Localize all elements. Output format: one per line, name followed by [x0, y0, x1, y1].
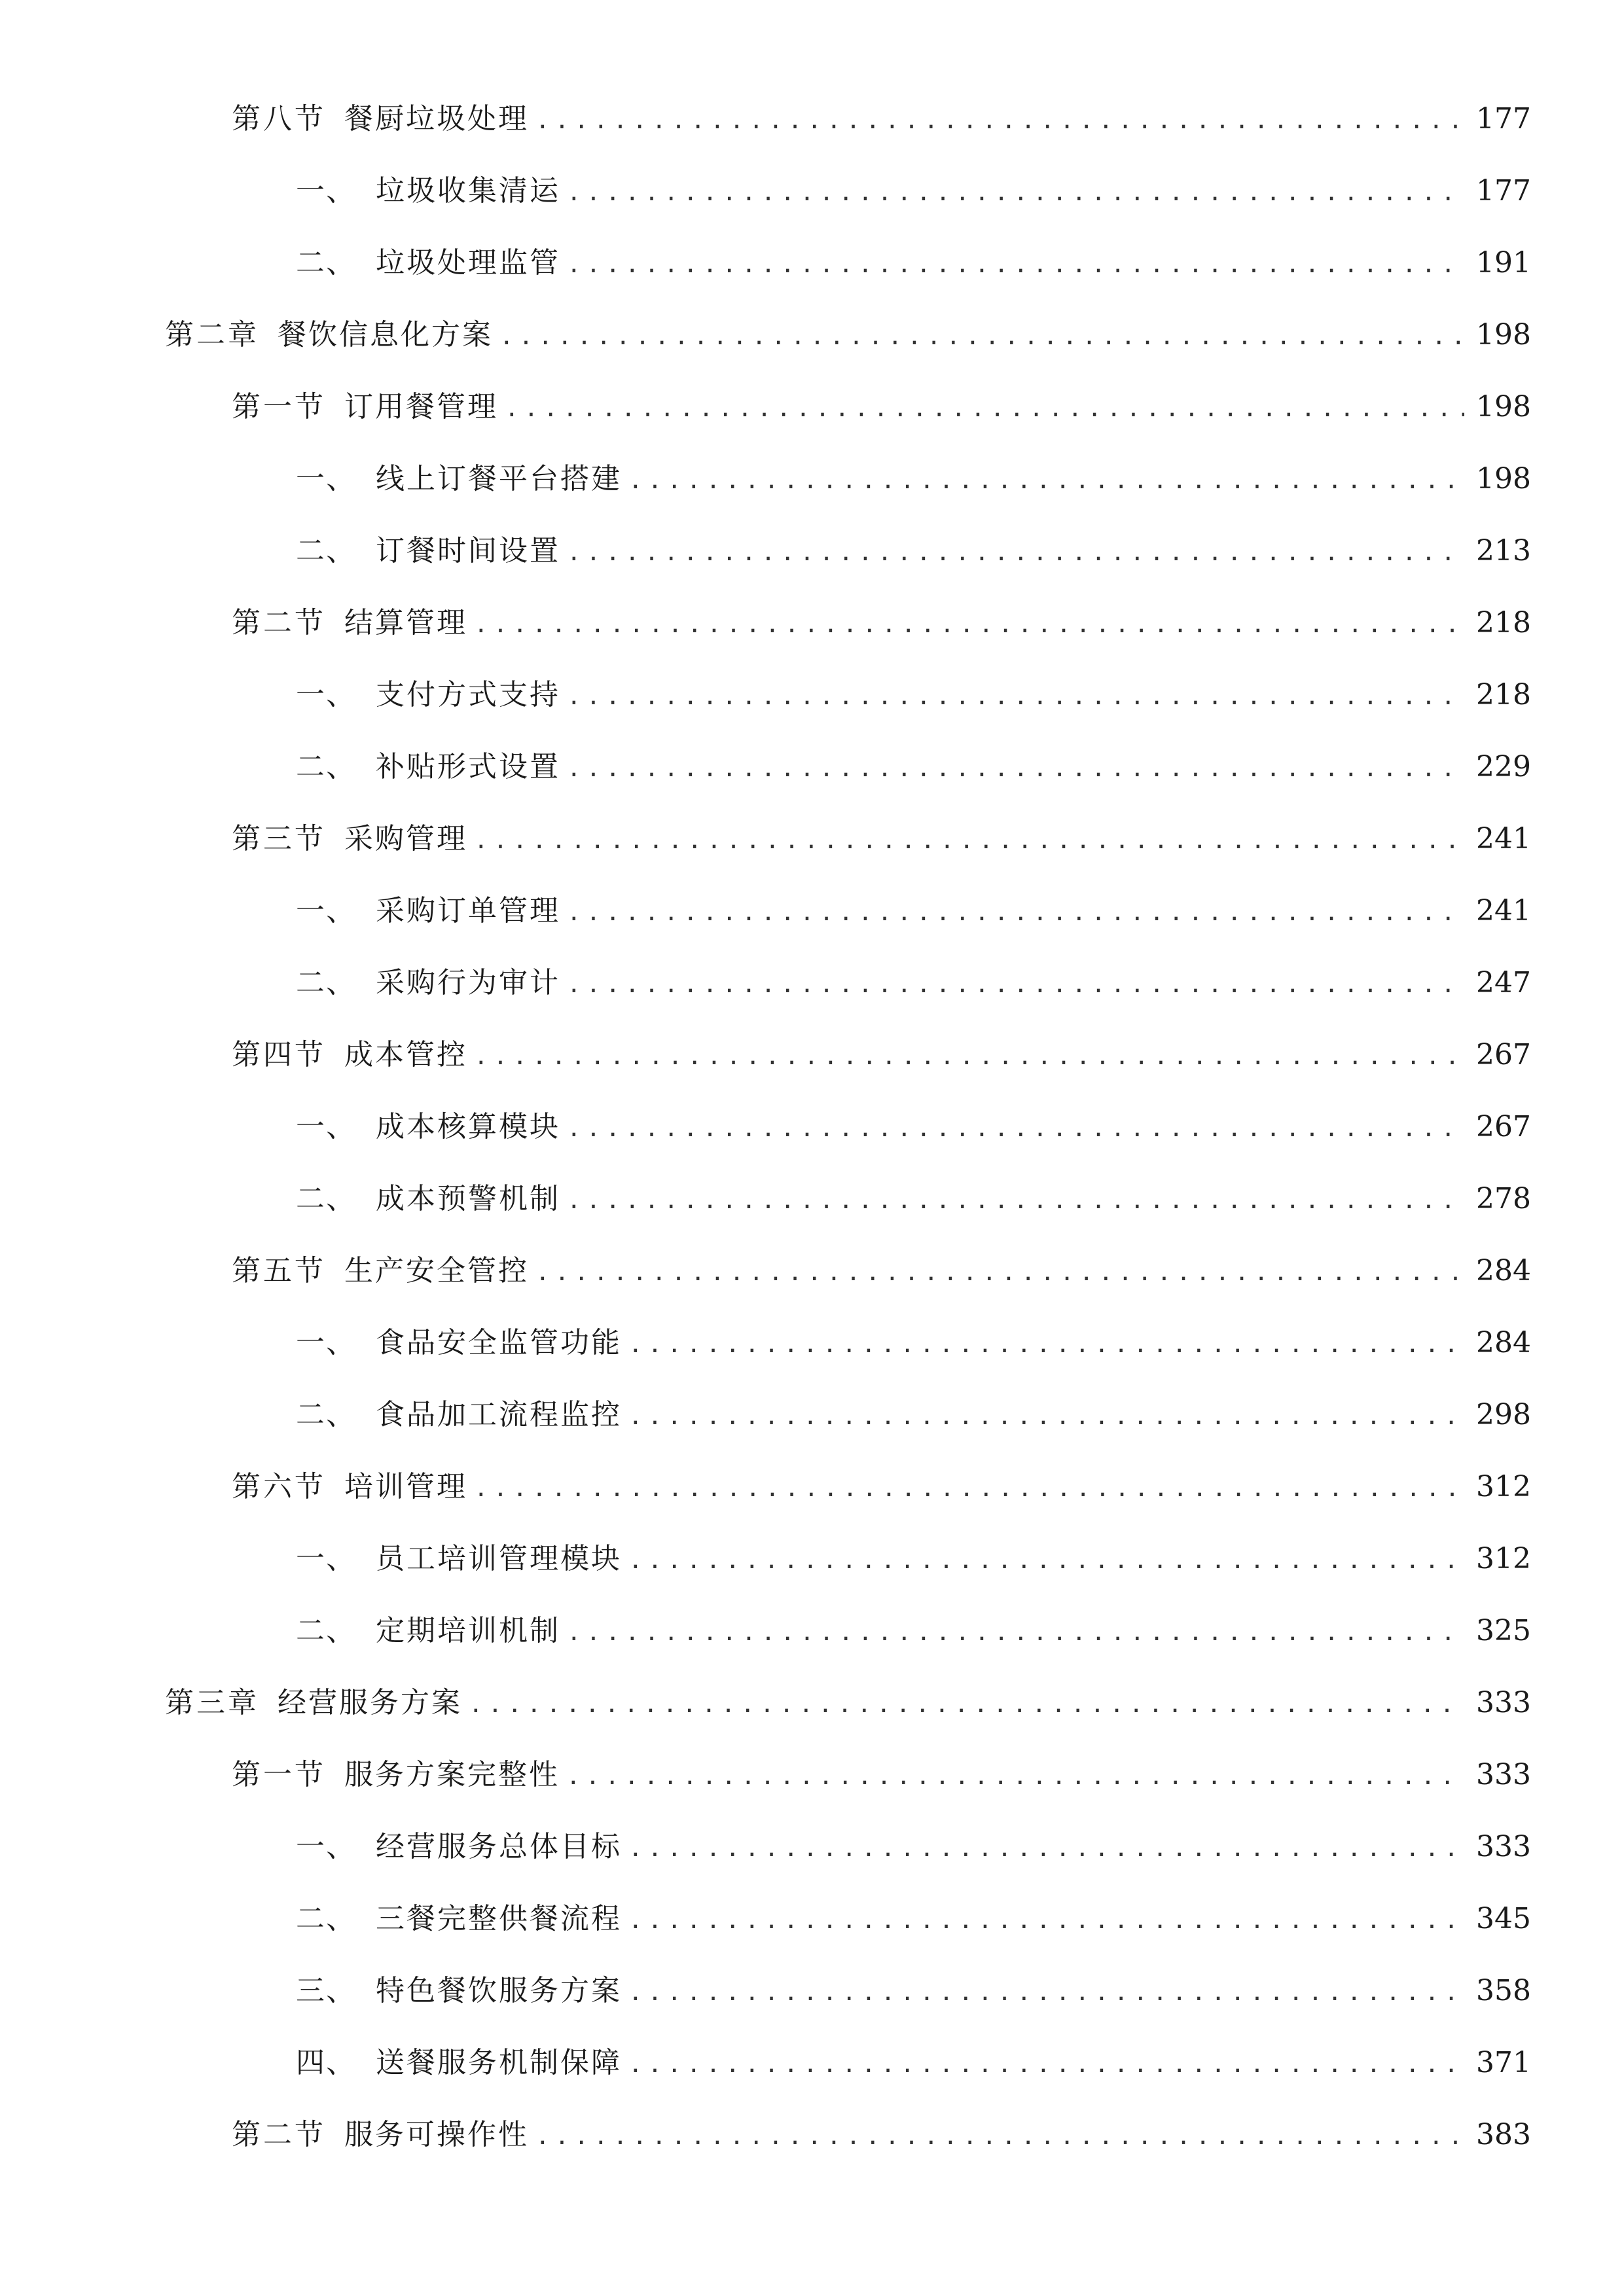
- toc-entry-prefix: 二、: [296, 750, 356, 783]
- toc-entry-page: 345: [1476, 1902, 1531, 1935]
- toc-entry-page: 278: [1476, 1182, 1531, 1215]
- toc-entry-title: 成本管控: [344, 1038, 467, 1071]
- toc-entry-page: 213: [1476, 534, 1531, 567]
- toc-entry[interactable]: [296, 528, 1531, 574]
- toc-entry-prefix: 一、: [296, 1830, 356, 1863]
- toc-entry[interactable]: [232, 816, 1531, 862]
- toc-entry-page: 358: [1476, 1974, 1531, 2007]
- toc-dot-leader: [505, 386, 1464, 432]
- toc-entry-prefix: 三、: [296, 1974, 356, 2007]
- toc-entry-page: 241: [1476, 822, 1531, 855]
- toc-entry-title: 送餐服务机制保障: [376, 2046, 622, 2079]
- toc-entry-prefix: 二、: [296, 966, 356, 999]
- toc-dot-leader: [628, 2042, 1464, 2088]
- toc-entry-page: 229: [1476, 750, 1531, 783]
- toc-entry-prefix: 第一节: [232, 390, 326, 423]
- toc-entry-title: 经营服务方案: [278, 1686, 462, 1719]
- toc-dot-leader: [535, 1250, 1464, 1296]
- toc-entry-prefix: 第五节: [232, 1254, 326, 1287]
- toc-entry-title: 垃圾处理监管: [376, 246, 560, 279]
- toc-entry-page: 198: [1476, 462, 1531, 495]
- toc-entry-page: 312: [1476, 1542, 1531, 1575]
- toc-entry-title: 经营服务总体目标: [376, 1830, 622, 1863]
- toc-entry-page: 267: [1476, 1110, 1531, 1143]
- toc-entry-title: 服务方案完整性: [344, 1758, 560, 1791]
- toc-entry-prefix: 第二节: [232, 606, 326, 639]
- toc-entry[interactable]: [296, 1320, 1531, 1366]
- toc-entry[interactable]: [296, 960, 1531, 1006]
- toc-entry-prefix: 第六节: [232, 1470, 326, 1503]
- toc-entry[interactable]: [296, 744, 1531, 790]
- toc-entry[interactable]: [232, 1752, 1531, 1798]
- toc-dot-leader: [499, 314, 1464, 360]
- toc-entry-title: 三餐完整供餐流程: [376, 1902, 622, 1935]
- toc-entry-page: 383: [1476, 2118, 1531, 2151]
- toc-entry-prefix: 一、: [296, 174, 356, 207]
- toc-dot-leader: [628, 1826, 1464, 1872]
- toc-entry-page: 247: [1476, 966, 1531, 999]
- toc-entry-title: 食品加工流程监控: [376, 1398, 622, 1431]
- toc-dot-leader: [469, 1682, 1464, 1728]
- toc-entry-title: 成本核算模块: [376, 1110, 560, 1143]
- toc-entry-prefix: 第四节: [232, 1038, 326, 1071]
- toc-dot-leader: [474, 818, 1464, 864]
- toc-dot-leader: [567, 674, 1464, 720]
- toc-dot-leader: [567, 1106, 1464, 1152]
- toc-entry-page: 325: [1476, 1614, 1531, 1647]
- toc-entry-title: 成本预警机制: [376, 1182, 560, 1215]
- toc-entry-prefix: 二、: [296, 1182, 356, 1215]
- toc-entry-title: 餐厨垃圾处理: [344, 102, 529, 135]
- toc-entry-page: 284: [1476, 1254, 1531, 1287]
- toc-entry-prefix: 一、: [296, 894, 356, 927]
- toc-dot-leader: [628, 1394, 1464, 1440]
- toc-entry-title: 定期培训机制: [376, 1614, 560, 1647]
- toc-dot-leader: [567, 890, 1464, 936]
- toc-dot-leader: [628, 1538, 1464, 1584]
- toc-entry[interactable]: [296, 1392, 1531, 1438]
- toc-entry-page: 284: [1476, 1326, 1531, 1359]
- toc-entry-title: 补贴形式设置: [376, 750, 560, 783]
- toc-entry[interactable]: [296, 1968, 1531, 2014]
- toc-entry-page: 177: [1476, 174, 1531, 207]
- toc-dot-leader: [474, 1034, 1464, 1080]
- toc-entry[interactable]: [296, 888, 1531, 934]
- toc-entry-page: 241: [1476, 894, 1531, 927]
- toc-entry[interactable]: [296, 2040, 1531, 2086]
- toc-entry[interactable]: [296, 240, 1531, 286]
- toc-entry-prefix: 第二章: [165, 318, 259, 351]
- toc-entry-page: 371: [1476, 2046, 1531, 2079]
- toc-entry[interactable]: [165, 1680, 1531, 1726]
- toc-entry-title: 采购管理: [344, 822, 467, 855]
- toc-entry[interactable]: [232, 1032, 1531, 1078]
- toc-entry-page: 218: [1476, 678, 1531, 711]
- toc-dot-leader: [567, 242, 1464, 288]
- toc-dot-leader: [567, 1610, 1464, 1656]
- toc-dot-leader: [535, 98, 1464, 144]
- toc-entry-page: 198: [1476, 390, 1531, 423]
- toc-dot-leader: [628, 1898, 1464, 1944]
- toc-entry-title: 采购订单管理: [376, 894, 560, 927]
- toc-dot-leader: [474, 1466, 1464, 1512]
- toc-entry-page: 312: [1476, 1470, 1531, 1503]
- toc-entry[interactable]: [296, 1608, 1531, 1654]
- toc-entry-title: 订餐时间设置: [376, 534, 560, 567]
- toc-dot-leader: [567, 530, 1464, 576]
- toc-entry-title: 结算管理: [344, 606, 467, 639]
- toc-entry-title: 采购行为审计: [376, 966, 560, 999]
- toc-entry[interactable]: [232, 96, 1531, 142]
- toc-entry-prefix: 第八节: [232, 102, 326, 135]
- toc-entry-prefix: 第三节: [232, 822, 326, 855]
- toc-entry-prefix: 第一节: [232, 1758, 326, 1791]
- toc-entry-prefix: 二、: [296, 1902, 356, 1935]
- toc-entry[interactable]: [296, 456, 1531, 502]
- toc-entry-page: 298: [1476, 1398, 1531, 1431]
- toc-entry-title: 垃圾收集清运: [376, 174, 560, 207]
- toc-dot-leader: [474, 602, 1464, 648]
- toc-entry[interactable]: [232, 384, 1531, 430]
- toc-entry-prefix: 第二节: [232, 2118, 326, 2151]
- toc-entry[interactable]: [296, 1176, 1531, 1222]
- toc-dot-leader: [628, 1322, 1464, 1368]
- toc-dot-leader: [567, 170, 1464, 216]
- toc-entry-page: 333: [1476, 1758, 1531, 1791]
- toc-entry[interactable]: [232, 600, 1531, 646]
- toc-entry[interactable]: [232, 2112, 1531, 2158]
- toc-dot-leader: [567, 1178, 1464, 1224]
- toc-entry-page: 333: [1476, 1830, 1531, 1863]
- toc-dot-leader: [566, 1754, 1464, 1800]
- toc-entry[interactable]: [296, 168, 1531, 214]
- toc-entry-prefix: 一、: [296, 1542, 356, 1575]
- toc-entry-prefix: 一、: [296, 1326, 356, 1359]
- toc-entry-prefix: 二、: [296, 534, 356, 567]
- toc-entry-title: 食品安全监管功能: [376, 1326, 622, 1359]
- toc-dot-leader: [535, 2114, 1464, 2160]
- toc-entry[interactable]: [296, 1896, 1531, 1942]
- toc-entry-title: 餐饮信息化方案: [278, 318, 493, 351]
- toc-entry-page: 177: [1476, 102, 1531, 135]
- toc-entry-page: 191: [1476, 246, 1531, 279]
- toc-dot-leader: [628, 1970, 1464, 2016]
- toc-entry-prefix: 二、: [296, 246, 356, 279]
- toc-entry-page: 267: [1476, 1038, 1531, 1071]
- toc-entry-page: 333: [1476, 1686, 1531, 1719]
- toc-entry[interactable]: [165, 312, 1531, 358]
- toc-entry-title: 生产安全管控: [344, 1254, 529, 1287]
- toc-entry-prefix: 一、: [296, 1110, 356, 1143]
- toc-entry-prefix: 四、: [296, 2046, 356, 2079]
- toc-entry[interactable]: [232, 1248, 1531, 1294]
- toc-entry-title: 培训管理: [344, 1470, 467, 1503]
- toc-entry[interactable]: [296, 1104, 1531, 1150]
- toc-entry-title: 员工培训管理模块: [376, 1542, 622, 1575]
- toc-entry[interactable]: [296, 1536, 1531, 1582]
- toc-entry-title: 线上订餐平台搭建: [376, 462, 622, 495]
- toc-dot-leader: [567, 962, 1464, 1008]
- toc-entry-prefix: 二、: [296, 1614, 356, 1647]
- toc-entry-prefix: 二、: [296, 1398, 356, 1431]
- toc-entry-title: 支付方式支持: [376, 678, 560, 711]
- toc-dot-leader: [567, 746, 1464, 792]
- toc-entry-prefix: 第三章: [165, 1686, 259, 1719]
- toc-entry[interactable]: [232, 1464, 1531, 1510]
- toc-entry-title: 特色餐饮服务方案: [376, 1974, 622, 2007]
- toc-entry-title: 服务可操作性: [344, 2118, 529, 2151]
- toc-entry-prefix: 一、: [296, 678, 356, 711]
- toc-entry-title: 订用餐管理: [344, 390, 498, 423]
- toc-dot-leader: [628, 458, 1464, 504]
- toc-entry-page: 198: [1476, 318, 1531, 351]
- toc-entry-prefix: 一、: [296, 462, 356, 495]
- toc-entry[interactable]: [296, 672, 1531, 718]
- toc-entry-page: 218: [1476, 606, 1531, 639]
- toc-entry[interactable]: [296, 1824, 1531, 1870]
